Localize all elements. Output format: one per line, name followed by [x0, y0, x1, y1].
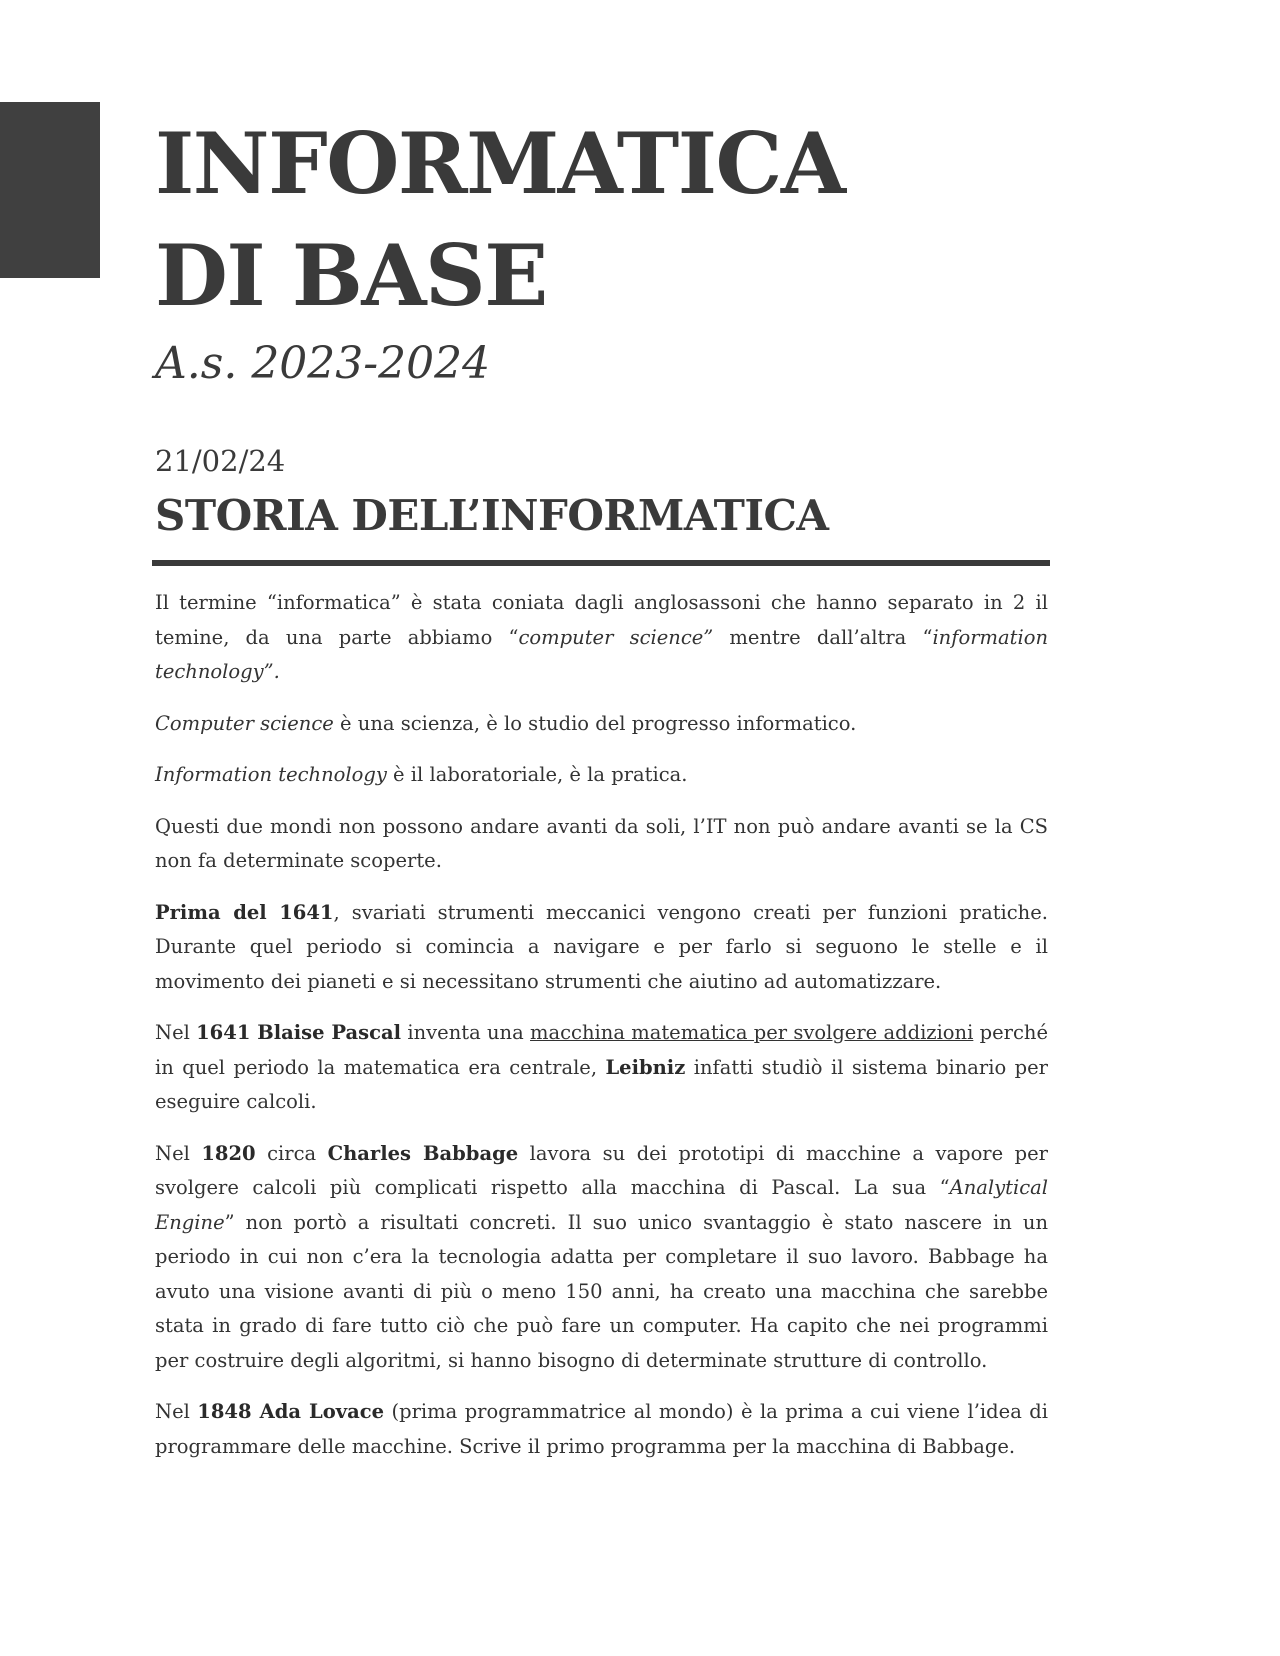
text-run: lavora su dei prototipi di macchine a vapore per svolgere calcoli più complicati rispetto alla macchina di Pascal. La sua “: [155, 1141, 1048, 1199]
italic-term: information technology”.: [155, 625, 1048, 683]
underlined-term: macchina matematica per svolgere addizioni: [530, 1021, 974, 1044]
italic-term: Information technology: [155, 763, 387, 786]
text-run: Il termine “informatica” è stata coniata dagli anglosassoni che hanno separato in 2 il temine, da una parte abbiamo “: [155, 591, 1048, 649]
document-title: [155, 108, 845, 332]
text-run: mentre dall’altra “: [713, 625, 933, 649]
paragraph-ada-lovelace: [155, 1395, 1048, 1464]
paragraph-pascal: [155, 1016, 1048, 1120]
italic-term: computer science”: [518, 625, 714, 649]
text-run: perché in quel periodo la matematica era centrale,: [155, 1021, 1048, 1079]
text-run: , svariati strumenti meccanici vengono creati per funzioni pratiche. Durante quel periodo si comincia a navigare e per farlo si seguono le stelle e il movimento dei pianeti e si necessitano strumenti che aiutino ad automatizzare.: [155, 900, 1048, 993]
bold-term: 1641 Blaise Pascal: [196, 1021, 402, 1044]
text-run: è il laboratoriale, è la pratica.: [386, 763, 688, 786]
document-title-line-2: DI BASE: [155, 226, 547, 325]
bold-term: 1848 Ada Lovace: [197, 1400, 385, 1423]
text-run: infatti studiò il sistema binario per eseguire calcoli.: [155, 1055, 1048, 1113]
text-run: ” non portò a risultati concreti. Il suo unico svantaggio è stato nascere in un periodo in cui non c’era la tecnologia adatta per completare il suo lavoro. Babbage ha avuto una visione avanti di più o meno 150 anni, ha creato una macchina che sarebbe stata in grado di fare tutto ciò che può fare un computer. Ha capito che nei programmi per costruire degli algoritmi, si hanno bisogno di determinate strutture di controllo.: [155, 1210, 1048, 1372]
text-run: inventa una: [401, 1021, 531, 1044]
italic-term: Computer science: [155, 711, 334, 735]
italic-term: Analytical Engine: [155, 1176, 1048, 1234]
bold-term: 1820: [201, 1141, 256, 1165]
paragraph-before-1641: [155, 896, 1048, 1000]
text-run: Nel: [155, 1141, 202, 1165]
decorative-side-bar: [0, 102, 100, 278]
document-body: [155, 586, 1048, 1481]
text-run: Nel: [155, 1400, 198, 1423]
paragraph-information-technology: [155, 758, 1048, 793]
text-run: Questi due mondi non possono andare avanti da soli, l’IT non può andare avanti se la CS non fa determinate scoperte.: [155, 814, 1048, 872]
section-title: STORIA DELL’INFORMATICA: [155, 491, 829, 540]
school-year-subtitle: A.s. 2023-2024: [155, 338, 491, 389]
text-run: (prima programmatrice al mondo) è la prima a cui viene l’idea di programmare delle macchine. Scrive il primo programma per la macchina di Babbage.: [155, 1400, 1048, 1458]
section-divider: [152, 560, 1050, 566]
text-run: circa: [255, 1141, 328, 1165]
paragraph-babbage: [155, 1137, 1048, 1379]
document-title-line-1: INFORMATICA: [155, 114, 845, 213]
paragraph-two-worlds: [155, 810, 1048, 879]
bold-term: Charles Babbage: [327, 1141, 519, 1165]
bold-term: Prima del 1641: [155, 900, 334, 924]
text-run: è una scienza, è lo studio del progresso informatico.: [333, 711, 857, 735]
paragraph-intro: [155, 586, 1048, 690]
section-date: 21/02/24: [155, 444, 286, 478]
bold-term: Leibniz: [605, 1055, 686, 1079]
paragraph-computer-science: [155, 707, 1048, 742]
text-run: Nel: [155, 1021, 197, 1044]
